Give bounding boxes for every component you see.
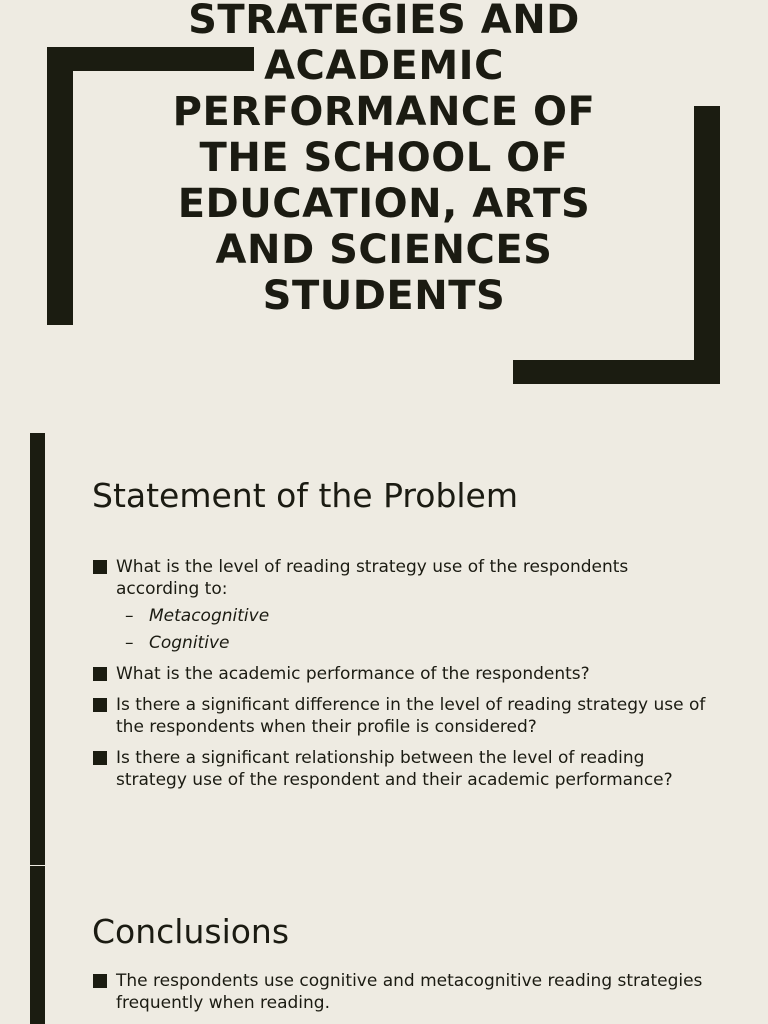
list-item xyxy=(92,970,712,1014)
list-item-text: The respondents use cognitive and metacognitive reading strategies frequently when reading. xyxy=(116,971,703,1013)
title-line: STRATEGIES AND xyxy=(188,0,580,43)
sub-list-item xyxy=(116,632,712,654)
statement-of-problem-slide xyxy=(0,433,768,865)
title-line: THE SCHOOL OF xyxy=(199,135,569,181)
dash-bullet: – xyxy=(125,633,134,653)
list-item xyxy=(92,556,712,654)
list-item xyxy=(92,663,712,685)
list-item xyxy=(92,694,712,738)
sub-item-text: Cognitive xyxy=(149,633,230,653)
title-line: STUDENTS xyxy=(262,273,506,319)
accent-vertical-bar xyxy=(30,866,45,1024)
slide-heading: Conclusions xyxy=(92,912,290,951)
sub-item-text: Metacognitive xyxy=(149,606,270,626)
title-line: ACADEMIC xyxy=(264,43,504,89)
square-bullet-icon xyxy=(93,751,107,765)
list-item-text: What is the level of reading strategy use of the respondents according to: xyxy=(116,557,629,599)
dash-bullet: – xyxy=(125,606,134,626)
title-line: AND SCIENCES xyxy=(215,227,553,273)
slide-heading: Statement of the Problem xyxy=(92,476,519,515)
sub-list xyxy=(116,605,712,654)
slide-title xyxy=(110,0,658,319)
conclusions-list xyxy=(92,970,712,1023)
list-item-text: Is there a significant difference in the level of reading strategy use of the respondents when their profile is considered? xyxy=(116,695,706,737)
accent-vertical-bar xyxy=(30,433,45,865)
square-bullet-icon xyxy=(93,667,107,681)
square-bullet-icon xyxy=(93,698,107,712)
sub-list-item xyxy=(116,605,712,627)
square-bullet-icon xyxy=(93,560,107,574)
list-item xyxy=(92,747,712,791)
list-item-text: Is there a significant relationship between the level of reading strategy use of the respondent and their academic performance? xyxy=(116,748,673,790)
problem-list xyxy=(92,556,712,800)
square-bullet-icon xyxy=(93,974,107,988)
list-item-text: What is the academic performance of the respondents? xyxy=(116,664,590,684)
bracket-bottom-right-horizontal xyxy=(513,360,720,384)
title-line: EDUCATION, ARTS xyxy=(177,181,591,227)
bracket-bottom-right-vertical xyxy=(694,106,720,384)
title-line: PERFORMANCE OF xyxy=(172,89,596,135)
title-slide xyxy=(0,0,768,433)
bracket-top-left-vertical xyxy=(47,47,73,325)
conclusions-slide xyxy=(0,866,768,1024)
